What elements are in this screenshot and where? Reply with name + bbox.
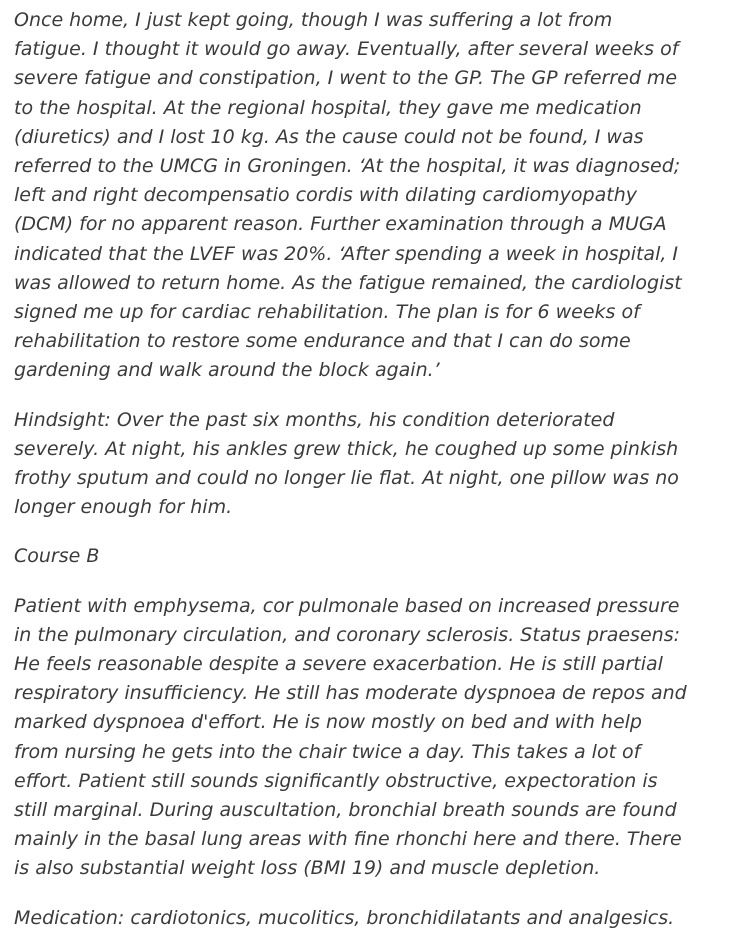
text-line: was allowed to return home. As the fatigue remained, the cardiologist <box>14 271 682 294</box>
text-line: rehabilitation to restore some endurance and that I can do some <box>14 330 631 353</box>
text-line: gardening and walk around the block again.’ <box>14 359 440 382</box>
text-line: (DCM) for no apparent reason. Further examination through a MUGA <box>14 213 667 236</box>
text-line: mainly in the basal lung areas with fine rhonchi here and there. There <box>14 828 682 851</box>
text-line: severely. At night, his ankles grew thick, he coughed up some pinkish <box>14 437 679 460</box>
section-heading-course-b <box>14 542 738 571</box>
text-line: frothy sputum and could no longer lie flat. At night, one pillow was no <box>14 467 679 490</box>
text-line: still marginal. During auscultation, bronchial breath sounds are found <box>14 799 677 822</box>
paragraph-hindsight <box>14 406 738 523</box>
paragraph-course-b-description <box>14 592 738 884</box>
text-line: from nursing he gets into the chair twice a day. This takes a lot of <box>14 740 641 763</box>
text-line: Patient with emphysema, cor pulmonale based on increased pressure <box>14 594 680 617</box>
text-line: Hindsight: Over the past six months, his condition deteriorated <box>14 408 615 431</box>
text-line: to the hospital. At the regional hospital, they gave me medication <box>14 96 642 119</box>
text-line: Medication: cardiotonics, mucolitics, bronchidilatants and analgesics. <box>14 906 675 929</box>
text-line: Once home, I just kept going, though I was suffering a lot from <box>14 9 613 31</box>
text-line: is also substantial weight loss (BMI 19) and muscle depletion. <box>14 857 601 880</box>
text-line: marked dyspnoea d'effort. He is now mostly on bed and with help <box>14 711 642 734</box>
text-line: He feels reasonable despite a severe exacerbation. He is still partial <box>14 653 663 676</box>
paragraph-patient-narrative <box>14 6 738 386</box>
text-line: fatigue. I thought it would go away. Eventually, after several weeks of <box>14 38 679 61</box>
text-line: longer enough for him. <box>14 496 233 519</box>
text-line: indicated that the LVEF was 20%. ‘After spending a week in hospital, I <box>14 242 679 265</box>
text-line: left and right decompensatio cordis with dilating cardiomyopathy <box>14 184 637 207</box>
text-line: severe fatigue and constipation, I went to the GP. The GP referred me <box>14 67 678 90</box>
text-line: respiratory insufficiency. He still has moderate dyspnoea de repos and <box>14 682 687 705</box>
text-line: (diuretics) and I lost 10 kg. As the cause could not be found, I was <box>14 125 644 148</box>
text-line: referred to the UMCG in Groningen. ‘At the hospital, it was diagnosed; <box>14 155 681 178</box>
text-line: in the pulmonary circulation, and coronary sclerosis. Status praesens: <box>14 623 680 646</box>
text-line: effort. Patient still sounds significantly obstructive, expectoration is <box>14 769 658 792</box>
text-line: Course B <box>14 545 100 568</box>
text-line: signed me up for cardiac rehabilitation. The plan is for 6 weeks of <box>14 301 640 324</box>
paragraph-medication <box>14 904 738 933</box>
